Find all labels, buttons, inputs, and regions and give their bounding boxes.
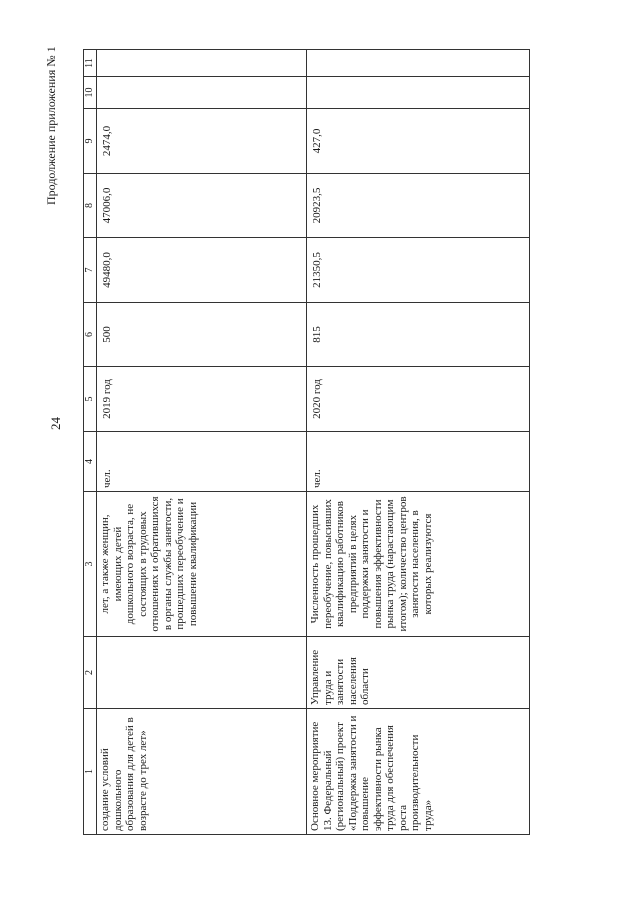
col-number-4: 4: [84, 432, 97, 492]
col-number-9: 9: [84, 109, 97, 174]
row2-unit-cell: чел.: [307, 432, 530, 492]
col-number-7: 7: [84, 238, 97, 303]
col-number-6: 6: [84, 303, 97, 367]
rotated-table-container: [83, 50, 530, 835]
col-number-3: 3: [84, 492, 97, 637]
row1-federal-funding-cell: 47006,0: [97, 174, 307, 238]
row2-executor-cell: Управление труда и занятости населения области: [307, 637, 530, 709]
col-number-8: 8: [84, 174, 97, 238]
appendix-continuation-note: Продолжение приложения № 1: [44, 46, 58, 205]
col-number-5: 5: [84, 367, 97, 432]
row1-regional-funding-cell: 2474,0: [97, 109, 307, 174]
row1-indicator-cell: лет, а также женщин, имеющих детей дошкольного возраста, не состоящих в трудовых отношениях и обратившихся в органы службы занятости, прошедших переобучение и повышение квалификации: [97, 492, 307, 637]
row2-col10-cell: [307, 77, 530, 109]
column-number-row: [84, 50, 97, 835]
row2-value-cell: 815: [307, 303, 530, 367]
table-row: [97, 50, 307, 835]
row2-col11-cell: [307, 50, 530, 77]
col-number-10: 10: [84, 77, 97, 109]
col-number-11: 11: [84, 50, 97, 77]
col-number-2: 2: [84, 637, 97, 709]
row2-year-cell: 2020 год: [307, 367, 530, 432]
row1-col11-cell: [97, 50, 307, 77]
row1-executor-cell: [97, 637, 307, 709]
row2-description-cell: Основное мероприятие 13. Федеральный (региональный) проект «Поддержка занятости и повышение эффективности рынка труда для обеспечения роста производительности труда»: [307, 709, 530, 835]
row1-unit-cell: чел.: [97, 432, 307, 492]
page-number: 24: [48, 417, 63, 430]
row2-regional-funding-cell: 427,0: [307, 109, 530, 174]
appendix-table: [83, 49, 530, 835]
col-number-1: 1: [84, 709, 97, 835]
table-row: [307, 50, 530, 835]
row1-value-cell: 500: [97, 303, 307, 367]
row1-description-cell: создание условий дошкольного образования для детей в возрасте до трех лет»: [97, 709, 307, 835]
row1-col10-cell: [97, 77, 307, 109]
row2-indicator-cell: Численность прошедших переобучение, повысивших квалификацию работников предприятий в целях поддержки занятости и повышения эффективности рынка труда (нарастающим итогом); количество центров занятости населения, в которых реализуются: [307, 492, 530, 637]
row1-year-cell: 2019 год: [97, 367, 307, 432]
row2-total-funding-cell: 21350,5: [307, 238, 530, 303]
row1-total-funding-cell: 49480,0: [97, 238, 307, 303]
row2-federal-funding-cell: 20923,5: [307, 174, 530, 238]
